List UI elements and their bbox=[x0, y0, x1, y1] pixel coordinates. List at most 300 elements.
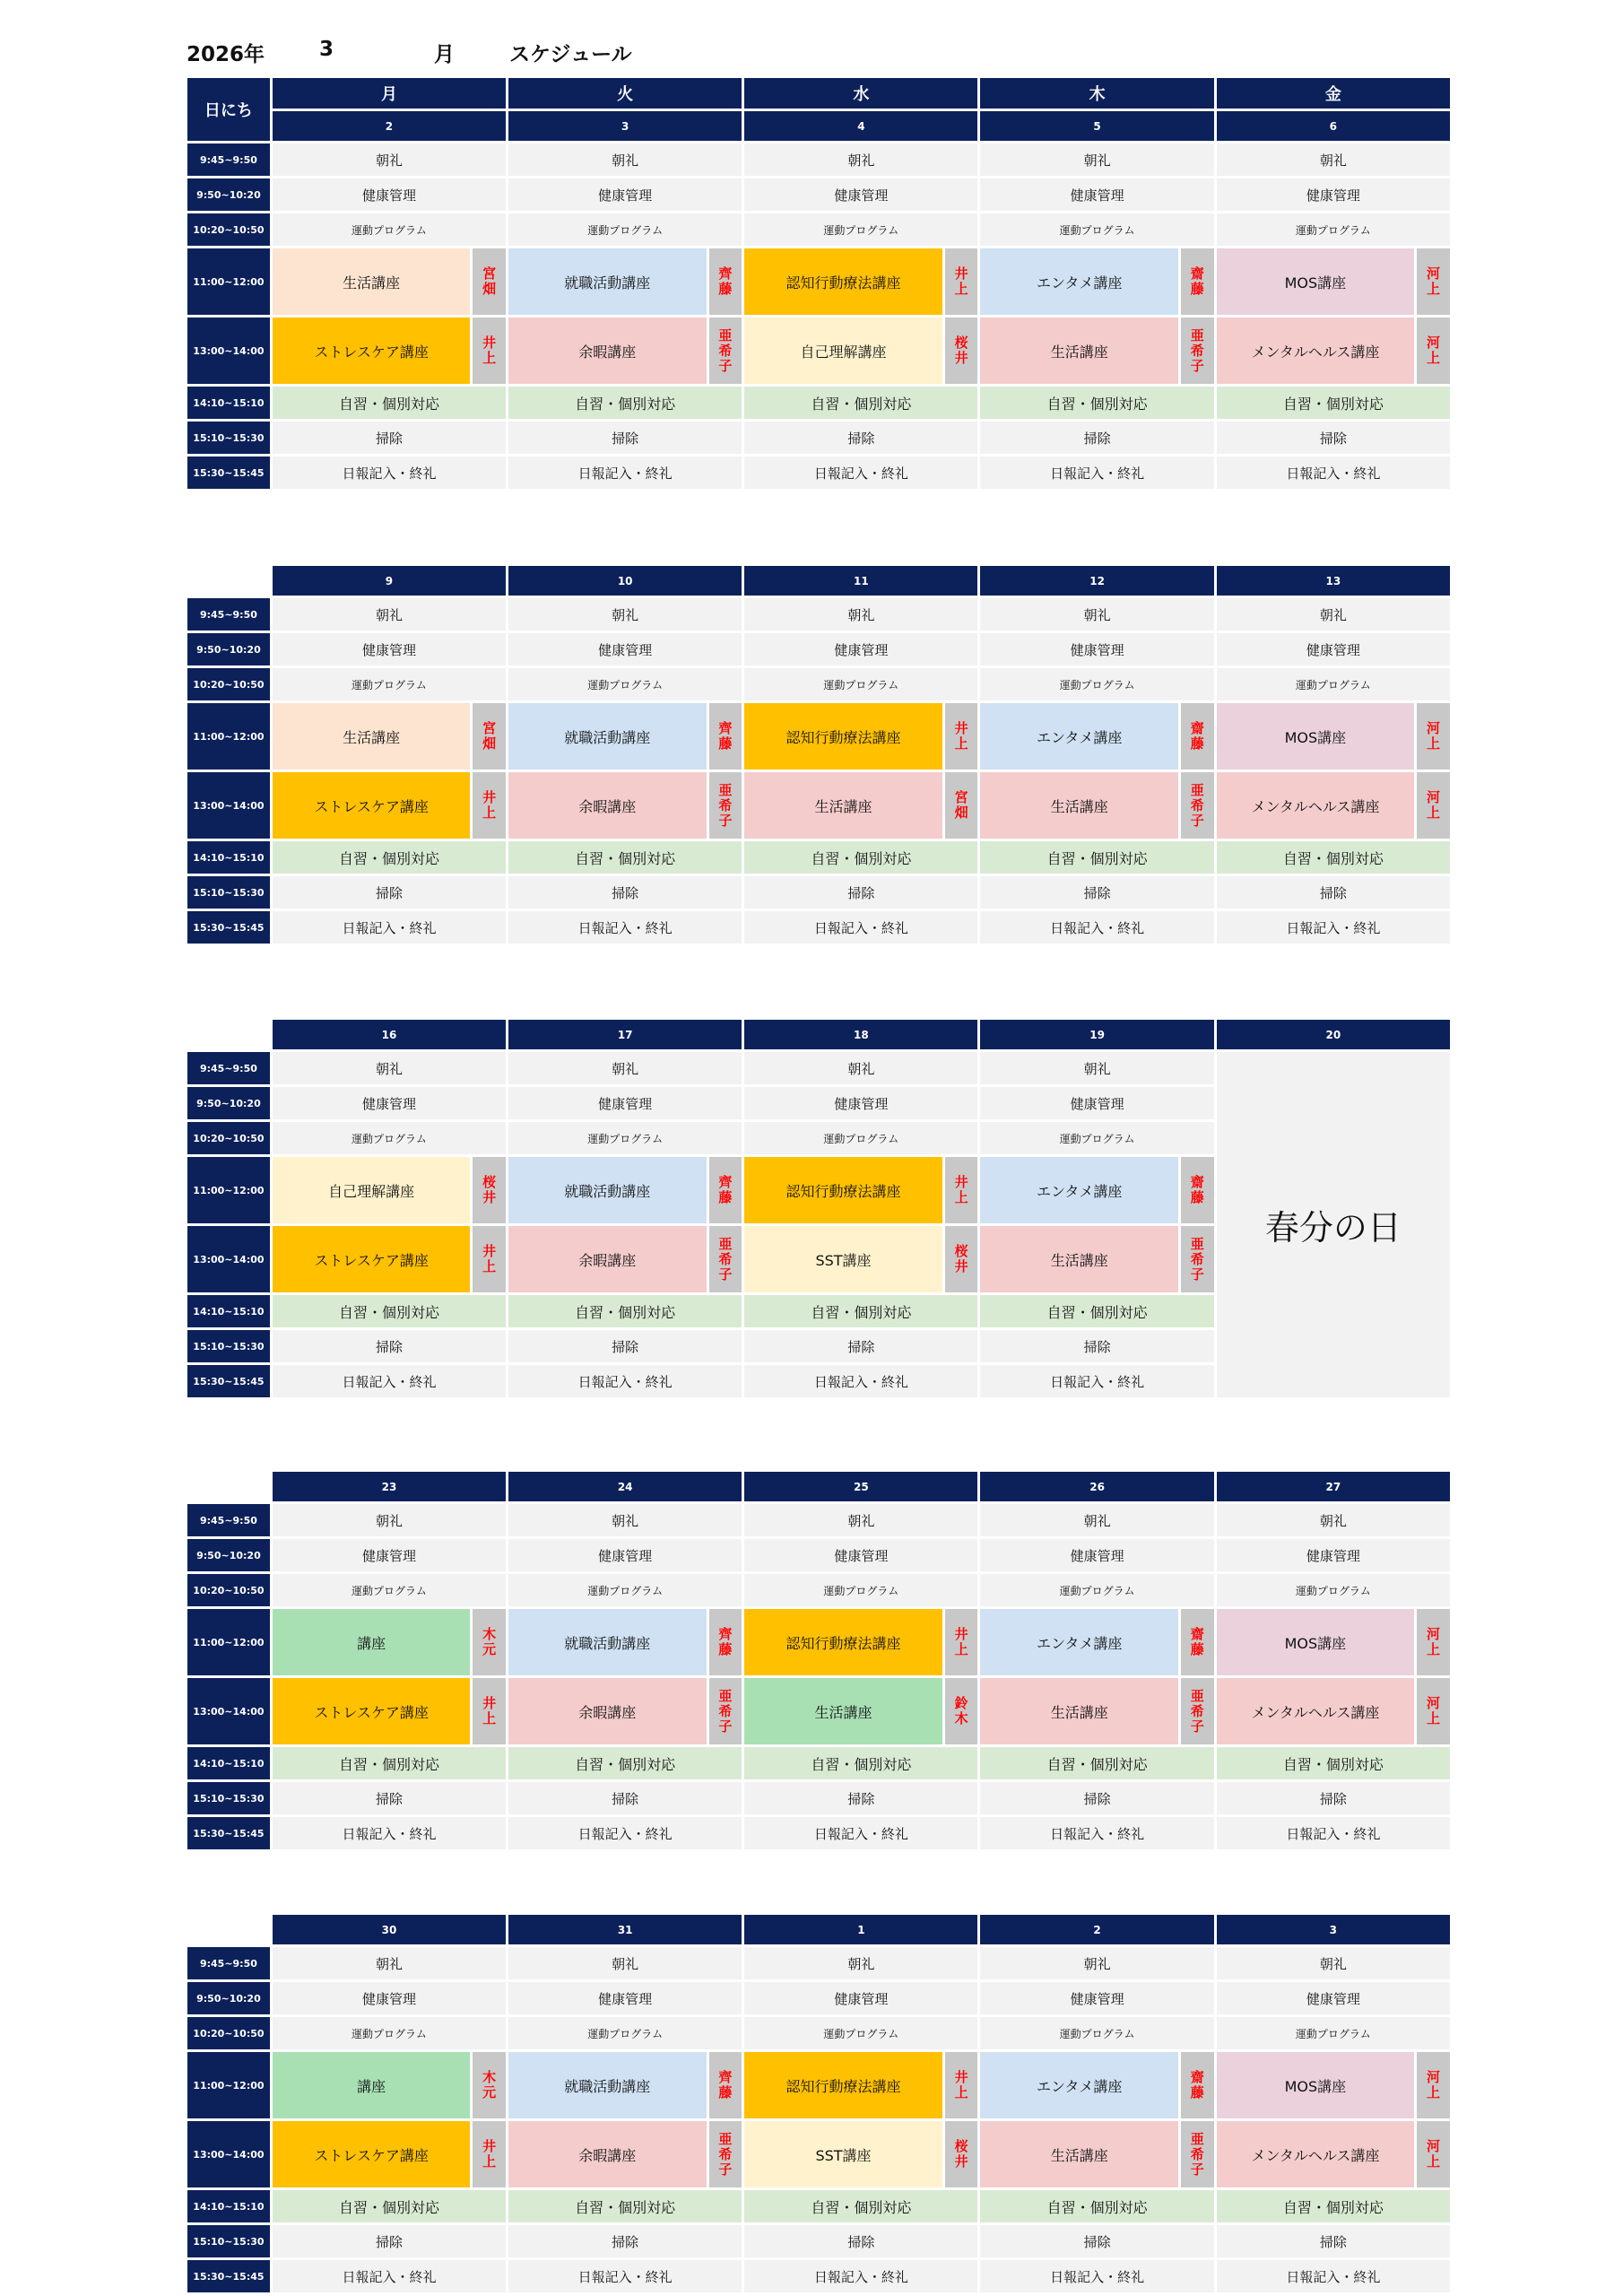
date-corner bbox=[187, 1472, 270, 1501]
class-cell: 認知行動療法講座 bbox=[744, 1609, 942, 1675]
fixed-activity-cell: 掃除 bbox=[1217, 422, 1450, 454]
time-slot: 11:00~12:00 bbox=[187, 1609, 270, 1675]
fixed-activity-cell: 運動プログラム bbox=[508, 668, 742, 700]
teacher-cell bbox=[473, 2052, 506, 2118]
fixed-activity-cell: 健康管理 bbox=[744, 1539, 977, 1571]
class-cell: 就職活動講座 bbox=[508, 248, 706, 315]
date-header: 17 bbox=[508, 1020, 742, 1049]
fixed-activity-cell: 日報記入・終礼 bbox=[273, 911, 506, 944]
fixed-activity-cell: 朝礼 bbox=[980, 1947, 1213, 1979]
weekday-header: 木 bbox=[980, 78, 1213, 109]
fixed-activity-cell: 朝礼 bbox=[980, 598, 1213, 631]
teacher-name: 宮畑 bbox=[482, 720, 497, 752]
time-slot: 10:20~10:50 bbox=[187, 2017, 270, 2049]
fixed-activity-cell: 運動プログラム bbox=[980, 1574, 1213, 1606]
teacher-cell bbox=[945, 1226, 978, 1292]
fixed-activity-cell: 日報記入・終礼 bbox=[980, 457, 1213, 489]
fixed-activity-cell: 掃除 bbox=[508, 876, 742, 909]
fixed-activity-cell: 朝礼 bbox=[508, 1504, 742, 1536]
teacher-name: 井上 bbox=[954, 720, 968, 752]
fixed-activity-cell: 自習・個別対応 bbox=[744, 841, 977, 874]
fixed-activity-cell: 健康管理 bbox=[744, 178, 977, 211]
class-cell: メンタルヘルス講座 bbox=[1217, 1678, 1414, 1744]
teacher-name: 井上 bbox=[954, 2069, 968, 2100]
week-table bbox=[185, 563, 1453, 946]
teacher-name: 亜希子 bbox=[718, 326, 733, 374]
teacher-name: 河上 bbox=[1427, 789, 1441, 821]
teacher-name: 井上 bbox=[482, 1243, 497, 1274]
teacher-cell bbox=[1181, 1609, 1214, 1675]
time-slot: 13:00~14:00 bbox=[187, 1226, 270, 1292]
teacher-cell bbox=[1181, 2121, 1214, 2187]
fixed-activity-cell: 朝礼 bbox=[744, 144, 977, 176]
fixed-activity-cell: 朝礼 bbox=[744, 1504, 977, 1536]
time-slot: 14:10~15:10 bbox=[187, 841, 270, 874]
fixed-activity-cell: 日報記入・終礼 bbox=[508, 1365, 742, 1397]
fixed-activity-cell: 健康管理 bbox=[1217, 1982, 1450, 2014]
time-slot: 10:20~10:50 bbox=[187, 1574, 270, 1606]
teacher-cell bbox=[473, 1157, 506, 1223]
class-cell: 講座 bbox=[273, 2052, 470, 2118]
class-cell: 生活講座 bbox=[980, 1226, 1177, 1292]
fixed-activity-cell: 健康管理 bbox=[1217, 633, 1450, 665]
fixed-activity-cell: 健康管理 bbox=[508, 1087, 742, 1119]
title-year: 2026年 bbox=[187, 43, 265, 66]
title-schedule: スケジュール bbox=[509, 43, 632, 66]
week-table bbox=[185, 1017, 1453, 1400]
teacher-cell bbox=[945, 1157, 978, 1223]
class-cell: 就職活動講座 bbox=[508, 2052, 706, 2118]
fixed-activity-cell: 自習・個別対応 bbox=[980, 2190, 1213, 2222]
fixed-activity-cell: 健康管理 bbox=[273, 1982, 506, 2014]
date-header: 19 bbox=[980, 1020, 1213, 1049]
fixed-activity-cell: 自習・個別対応 bbox=[273, 1747, 506, 1779]
class-cell: SST講座 bbox=[744, 2121, 942, 2187]
date-header: 2 bbox=[980, 1915, 1213, 1944]
teacher-cell bbox=[1181, 2052, 1214, 2118]
fixed-activity-cell: 掃除 bbox=[1217, 1782, 1450, 1814]
fixed-activity-cell: 朝礼 bbox=[273, 144, 506, 176]
page-title bbox=[187, 34, 814, 70]
fixed-activity-cell: 運動プログラム bbox=[744, 213, 977, 246]
class-cell: 生活講座 bbox=[980, 2121, 1177, 2187]
teacher-cell bbox=[1181, 317, 1214, 384]
fixed-activity-cell: 朝礼 bbox=[273, 1052, 506, 1084]
class-cell: 認知行動療法講座 bbox=[744, 2052, 942, 2118]
fixed-activity-cell: 運動プログラム bbox=[744, 2017, 977, 2049]
teacher-cell bbox=[709, 1157, 742, 1223]
class-cell: 余暇講座 bbox=[508, 1678, 706, 1744]
fixed-activity-cell: 朝礼 bbox=[980, 144, 1213, 176]
fixed-activity-cell: 自習・個別対応 bbox=[273, 2190, 506, 2222]
fixed-activity-cell: 掃除 bbox=[980, 876, 1213, 909]
class-cell: 認知行動療法講座 bbox=[744, 1157, 942, 1223]
teacher-cell bbox=[709, 2121, 742, 2187]
fixed-activity-cell: 健康管理 bbox=[508, 633, 742, 665]
time-slot: 15:10~15:30 bbox=[187, 876, 270, 909]
teacher-cell bbox=[1417, 248, 1450, 315]
teacher-name: 齋藤 bbox=[1190, 265, 1204, 297]
fixed-activity-cell: 日報記入・終礼 bbox=[1217, 2260, 1450, 2292]
fixed-activity-cell: 健康管理 bbox=[273, 1539, 506, 1571]
fixed-activity-cell: 朝礼 bbox=[508, 144, 742, 176]
weekday-header: 火 bbox=[508, 78, 742, 109]
fixed-activity-cell: 自習・個別対応 bbox=[744, 2190, 977, 2222]
fixed-activity-cell: 掃除 bbox=[508, 2225, 742, 2257]
teacher-cell bbox=[1417, 2121, 1450, 2187]
fixed-activity-cell: 運動プログラム bbox=[508, 2017, 742, 2049]
teacher-name: 井上 bbox=[482, 335, 497, 366]
fixed-activity-cell: 健康管理 bbox=[980, 178, 1213, 211]
fixed-activity-cell: 運動プログラム bbox=[508, 1122, 742, 1154]
teacher-cell bbox=[1181, 703, 1214, 770]
time-slot: 9:50~10:20 bbox=[187, 178, 270, 211]
fixed-activity-cell: 自習・個別対応 bbox=[980, 1747, 1213, 1779]
teacher-name: 齊藤 bbox=[718, 2069, 733, 2100]
date-corner bbox=[187, 1915, 270, 1944]
class-cell: 就職活動講座 bbox=[508, 1609, 706, 1675]
date-corner bbox=[187, 1020, 270, 1049]
teacher-name: 河上 bbox=[1427, 2138, 1441, 2170]
date-header: 10 bbox=[508, 566, 742, 596]
fixed-activity-cell: 運動プログラム bbox=[273, 1574, 506, 1606]
fixed-activity-cell: 朝礼 bbox=[508, 1947, 742, 1979]
teacher-name: 齋藤 bbox=[1190, 2069, 1204, 2100]
time-slot: 9:45~9:50 bbox=[187, 1504, 270, 1536]
time-slot: 14:10~15:10 bbox=[187, 1295, 270, 1327]
fixed-activity-cell: 運動プログラム bbox=[980, 2017, 1213, 2049]
fixed-activity-cell: 朝礼 bbox=[744, 1052, 977, 1084]
fixed-activity-cell: 健康管理 bbox=[980, 1539, 1213, 1571]
date-header: 30 bbox=[273, 1915, 506, 1944]
teacher-name: 亜希子 bbox=[1190, 326, 1204, 374]
fixed-activity-cell: 運動プログラム bbox=[980, 213, 1213, 246]
week-table bbox=[185, 1912, 1453, 2295]
teacher-name: 齊藤 bbox=[718, 1626, 733, 1657]
teacher-cell bbox=[945, 2121, 978, 2187]
teacher-cell bbox=[473, 1226, 506, 1292]
date-header: 16 bbox=[273, 1020, 506, 1049]
fixed-activity-cell: 運動プログラム bbox=[273, 2017, 506, 2049]
fixed-activity-cell: 日報記入・終礼 bbox=[980, 911, 1213, 944]
fixed-activity-cell: 運動プログラム bbox=[980, 668, 1213, 700]
fixed-activity-cell: 運動プログラム bbox=[508, 1574, 742, 1606]
date-header: 3 bbox=[508, 111, 742, 141]
fixed-activity-cell: 健康管理 bbox=[980, 1982, 1213, 2014]
class-cell: 生活講座 bbox=[744, 772, 942, 839]
class-cell: メンタルヘルス講座 bbox=[1217, 772, 1414, 839]
time-slot: 9:45~9:50 bbox=[187, 1947, 270, 1979]
time-slot: 11:00~12:00 bbox=[187, 248, 270, 315]
fixed-activity-cell: 掃除 bbox=[273, 1330, 506, 1362]
fixed-activity-cell: 掃除 bbox=[273, 2225, 506, 2257]
time-slot: 15:10~15:30 bbox=[187, 2225, 270, 2257]
teacher-name: 齊藤 bbox=[718, 265, 733, 297]
teacher-name: 河上 bbox=[1427, 720, 1441, 752]
teacher-name: 井上 bbox=[954, 265, 968, 297]
class-cell: 自己理解講座 bbox=[744, 317, 942, 384]
date-header: 1 bbox=[744, 1915, 977, 1944]
date-column-header: 日にち bbox=[187, 78, 270, 141]
class-cell: エンタメ講座 bbox=[980, 2052, 1177, 2118]
fixed-activity-cell: 運動プログラム bbox=[1217, 1574, 1450, 1606]
fixed-activity-cell: 日報記入・終礼 bbox=[273, 457, 506, 489]
fixed-activity-cell: 日報記入・終礼 bbox=[1217, 1817, 1450, 1849]
class-cell: 自己理解講座 bbox=[273, 1157, 470, 1223]
fixed-activity-cell: 運動プログラム bbox=[980, 1122, 1213, 1154]
teacher-cell bbox=[1181, 1678, 1214, 1744]
teacher-name: 齋藤 bbox=[1190, 720, 1204, 752]
teacher-name: 井上 bbox=[954, 1174, 968, 1205]
fixed-activity-cell: 自習・個別対応 bbox=[744, 387, 977, 419]
teacher-cell bbox=[709, 248, 742, 315]
time-slot: 9:50~10:20 bbox=[187, 633, 270, 665]
class-cell: メンタルヘルス講座 bbox=[1217, 317, 1414, 384]
fixed-activity-cell: 自習・個別対応 bbox=[1217, 387, 1450, 419]
fixed-activity-cell: 掃除 bbox=[744, 1782, 977, 1814]
time-slot: 14:10~15:10 bbox=[187, 1747, 270, 1779]
fixed-activity-cell: 自習・個別対応 bbox=[508, 2190, 742, 2222]
date-header: 20 bbox=[1217, 1020, 1450, 1049]
fixed-activity-cell: 自習・個別対応 bbox=[1217, 1747, 1450, 1779]
teacher-name: 齊藤 bbox=[718, 1174, 733, 1205]
fixed-activity-cell: 運動プログラム bbox=[273, 213, 506, 246]
teacher-name: 井上 bbox=[482, 789, 497, 821]
fixed-activity-cell: 運動プログラム bbox=[1217, 668, 1450, 700]
teacher-name: 木元 bbox=[482, 2069, 497, 2100]
teacher-cell bbox=[473, 2121, 506, 2187]
time-slot: 14:10~15:10 bbox=[187, 387, 270, 419]
fixed-activity-cell: 日報記入・終礼 bbox=[980, 1365, 1213, 1397]
date-header: 12 bbox=[980, 566, 1213, 596]
date-header: 6 bbox=[1217, 111, 1450, 141]
time-slot: 11:00~12:00 bbox=[187, 2052, 270, 2118]
fixed-activity-cell: 朝礼 bbox=[980, 1504, 1213, 1536]
fixed-activity-cell: 健康管理 bbox=[508, 1539, 742, 1571]
teacher-cell bbox=[1181, 772, 1214, 839]
fixed-activity-cell: 健康管理 bbox=[508, 178, 742, 211]
fixed-activity-cell: 運動プログラム bbox=[744, 668, 977, 700]
teacher-name: 桜井 bbox=[954, 335, 968, 366]
weekday-header: 金 bbox=[1217, 78, 1450, 109]
fixed-activity-cell: 健康管理 bbox=[273, 178, 506, 211]
fixed-activity-cell: 日報記入・終礼 bbox=[508, 457, 742, 489]
teacher-name: 井上 bbox=[482, 2138, 497, 2170]
time-slot: 11:00~12:00 bbox=[187, 703, 270, 770]
teacher-cell bbox=[945, 248, 978, 315]
teacher-name: 齋藤 bbox=[1190, 1174, 1204, 1205]
fixed-activity-cell: 自習・個別対応 bbox=[508, 1295, 742, 1327]
title-month-label: 月 bbox=[434, 43, 455, 66]
fixed-activity-cell: 日報記入・終礼 bbox=[744, 1365, 977, 1397]
teacher-name: 亜希子 bbox=[718, 1235, 733, 1283]
class-cell: 余暇講座 bbox=[508, 772, 706, 839]
class-cell: 余暇講座 bbox=[508, 2121, 706, 2187]
teacher-name: 齋藤 bbox=[1190, 1626, 1204, 1657]
fixed-activity-cell: 掃除 bbox=[744, 2225, 977, 2257]
fixed-activity-cell: 掃除 bbox=[980, 1330, 1213, 1362]
class-cell: 生活講座 bbox=[273, 248, 470, 315]
teacher-name: 亜希子 bbox=[718, 2130, 733, 2178]
time-slot: 11:00~12:00 bbox=[187, 1157, 270, 1223]
fixed-activity-cell: 健康管理 bbox=[980, 633, 1213, 665]
teacher-name: 宮畑 bbox=[482, 265, 497, 297]
fixed-activity-cell: 朝礼 bbox=[744, 598, 977, 631]
class-cell: 生活講座 bbox=[980, 772, 1177, 839]
teacher-cell bbox=[473, 772, 506, 839]
teacher-cell bbox=[945, 2052, 978, 2118]
fixed-activity-cell: 朝礼 bbox=[744, 1947, 977, 1979]
date-header: 9 bbox=[273, 566, 506, 596]
teacher-cell bbox=[709, 1226, 742, 1292]
fixed-activity-cell: 自習・個別対応 bbox=[508, 387, 742, 419]
teacher-name: 河上 bbox=[1427, 335, 1441, 366]
time-slot: 14:10~15:10 bbox=[187, 2190, 270, 2222]
date-header: 3 bbox=[1217, 1915, 1450, 1944]
time-slot: 9:50~10:20 bbox=[187, 1539, 270, 1571]
class-cell: エンタメ講座 bbox=[980, 1157, 1177, 1223]
time-slot: 15:10~15:30 bbox=[187, 422, 270, 454]
time-slot: 9:45~9:50 bbox=[187, 144, 270, 176]
class-cell: 就職活動講座 bbox=[508, 1157, 706, 1223]
fixed-activity-cell: 日報記入・終礼 bbox=[1217, 457, 1450, 489]
teacher-cell bbox=[709, 2052, 742, 2118]
fixed-activity-cell: 日報記入・終礼 bbox=[273, 2260, 506, 2292]
date-header: 5 bbox=[980, 111, 1213, 141]
week-table bbox=[185, 75, 1453, 491]
fixed-activity-cell: 日報記入・終礼 bbox=[273, 1817, 506, 1849]
time-slot: 9:45~9:50 bbox=[187, 598, 270, 631]
time-slot: 15:30~15:45 bbox=[187, 1817, 270, 1849]
class-cell: 就職活動講座 bbox=[508, 703, 706, 770]
fixed-activity-cell: 朝礼 bbox=[980, 1052, 1213, 1084]
time-slot: 10:20~10:50 bbox=[187, 668, 270, 700]
fixed-activity-cell: 掃除 bbox=[744, 876, 977, 909]
fixed-activity-cell: 掃除 bbox=[508, 422, 742, 454]
class-cell: ストレスケア講座 bbox=[273, 317, 470, 384]
teacher-cell bbox=[945, 1678, 978, 1744]
class-cell: ストレスケア講座 bbox=[273, 2121, 470, 2187]
date-header: 24 bbox=[508, 1472, 742, 1501]
fixed-activity-cell: 運動プログラム bbox=[744, 1574, 977, 1606]
weekday-header: 水 bbox=[744, 78, 977, 109]
class-cell: メンタルヘルス講座 bbox=[1217, 2121, 1414, 2187]
teacher-cell bbox=[473, 317, 506, 384]
time-slot: 10:20~10:50 bbox=[187, 1122, 270, 1154]
teacher-name: 亜希子 bbox=[1190, 1687, 1204, 1735]
class-cell: MOS講座 bbox=[1217, 248, 1414, 315]
fixed-activity-cell: 朝礼 bbox=[1217, 1504, 1450, 1536]
time-slot: 10:20~10:50 bbox=[187, 213, 270, 246]
fixed-activity-cell: 日報記入・終礼 bbox=[1217, 911, 1450, 944]
class-cell: ストレスケア講座 bbox=[273, 1226, 470, 1292]
time-slot: 13:00~14:00 bbox=[187, 772, 270, 839]
time-slot: 15:10~15:30 bbox=[187, 1782, 270, 1814]
time-slot: 13:00~14:00 bbox=[187, 2121, 270, 2187]
class-cell: 生活講座 bbox=[980, 1678, 1177, 1744]
time-slot: 15:10~15:30 bbox=[187, 1330, 270, 1362]
fixed-activity-cell: 掃除 bbox=[1217, 2225, 1450, 2257]
fixed-activity-cell: 朝礼 bbox=[273, 598, 506, 631]
fixed-activity-cell: 運動プログラム bbox=[273, 668, 506, 700]
teacher-name: 井上 bbox=[954, 1626, 968, 1657]
fixed-activity-cell: 朝礼 bbox=[508, 1052, 742, 1084]
teacher-cell bbox=[473, 703, 506, 770]
teacher-cell bbox=[945, 772, 978, 839]
date-header: 26 bbox=[980, 1472, 1213, 1501]
time-slot: 15:30~15:45 bbox=[187, 2260, 270, 2292]
teacher-cell bbox=[1417, 317, 1450, 384]
teacher-cell bbox=[473, 1609, 506, 1675]
teacher-name: 桜井 bbox=[482, 1174, 497, 1205]
weekday-header: 月 bbox=[273, 78, 506, 109]
time-slot: 9:45~9:50 bbox=[187, 1052, 270, 1084]
class-cell: エンタメ講座 bbox=[980, 248, 1177, 315]
fixed-activity-cell: 朝礼 bbox=[273, 1504, 506, 1536]
fixed-activity-cell: 健康管理 bbox=[980, 1087, 1213, 1119]
teacher-cell bbox=[1417, 772, 1450, 839]
class-cell: 認知行動療法講座 bbox=[744, 703, 942, 770]
teacher-name: 河上 bbox=[1427, 2069, 1441, 2100]
fixed-activity-cell: 日報記入・終礼 bbox=[508, 1817, 742, 1849]
class-cell: 生活講座 bbox=[744, 1678, 942, 1744]
fixed-activity-cell: 健康管理 bbox=[1217, 1539, 1450, 1571]
fixed-activity-cell: 健康管理 bbox=[744, 1087, 977, 1119]
teacher-name: 河上 bbox=[1427, 1626, 1441, 1657]
time-slot: 15:30~15:45 bbox=[187, 457, 270, 489]
teacher-cell bbox=[1181, 1226, 1214, 1292]
class-cell: 生活講座 bbox=[273, 703, 470, 770]
fixed-activity-cell: 掃除 bbox=[273, 876, 506, 909]
teacher-cell bbox=[1417, 2052, 1450, 2118]
fixed-activity-cell: 掃除 bbox=[744, 1330, 977, 1362]
fixed-activity-cell: 自習・個別対応 bbox=[980, 387, 1213, 419]
time-slot: 13:00~14:00 bbox=[187, 317, 270, 384]
teacher-cell bbox=[709, 317, 742, 384]
fixed-activity-cell: 日報記入・終礼 bbox=[273, 1365, 506, 1397]
fixed-activity-cell: 朝礼 bbox=[1217, 144, 1450, 176]
date-header: 11 bbox=[744, 566, 977, 596]
fixed-activity-cell: 掃除 bbox=[273, 1782, 506, 1814]
fixed-activity-cell: 掃除 bbox=[980, 422, 1213, 454]
fixed-activity-cell: 掃除 bbox=[508, 1330, 742, 1362]
class-cell: エンタメ講座 bbox=[980, 1609, 1177, 1675]
teacher-cell bbox=[945, 317, 978, 384]
teacher-cell bbox=[1417, 703, 1450, 770]
fixed-activity-cell: 自習・個別対応 bbox=[508, 841, 742, 874]
fixed-activity-cell: 自習・個別対応 bbox=[744, 1295, 977, 1327]
date-header: 27 bbox=[1217, 1472, 1450, 1501]
date-header: 4 bbox=[744, 111, 977, 141]
fixed-activity-cell: 自習・個別対応 bbox=[980, 841, 1213, 874]
teacher-cell bbox=[945, 1609, 978, 1675]
fixed-activity-cell: 朝礼 bbox=[1217, 1947, 1450, 1979]
holiday-cell: 春分の日 bbox=[1217, 1052, 1450, 1397]
fixed-activity-cell: 健康管理 bbox=[273, 633, 506, 665]
fixed-activity-cell: 運動プログラム bbox=[508, 213, 742, 246]
fixed-activity-cell: 日報記入・終礼 bbox=[508, 2260, 742, 2292]
teacher-name: 桜井 bbox=[954, 2138, 968, 2170]
teacher-cell bbox=[1417, 1609, 1450, 1675]
fixed-activity-cell: 日報記入・終礼 bbox=[744, 457, 977, 489]
class-cell: エンタメ講座 bbox=[980, 703, 1177, 770]
time-slot: 15:30~15:45 bbox=[187, 1365, 270, 1397]
teacher-cell bbox=[709, 772, 742, 839]
class-cell: 生活講座 bbox=[980, 317, 1177, 384]
class-cell: 講座 bbox=[273, 1609, 470, 1675]
time-slot: 15:30~15:45 bbox=[187, 911, 270, 944]
class-cell: ストレスケア講座 bbox=[273, 772, 470, 839]
